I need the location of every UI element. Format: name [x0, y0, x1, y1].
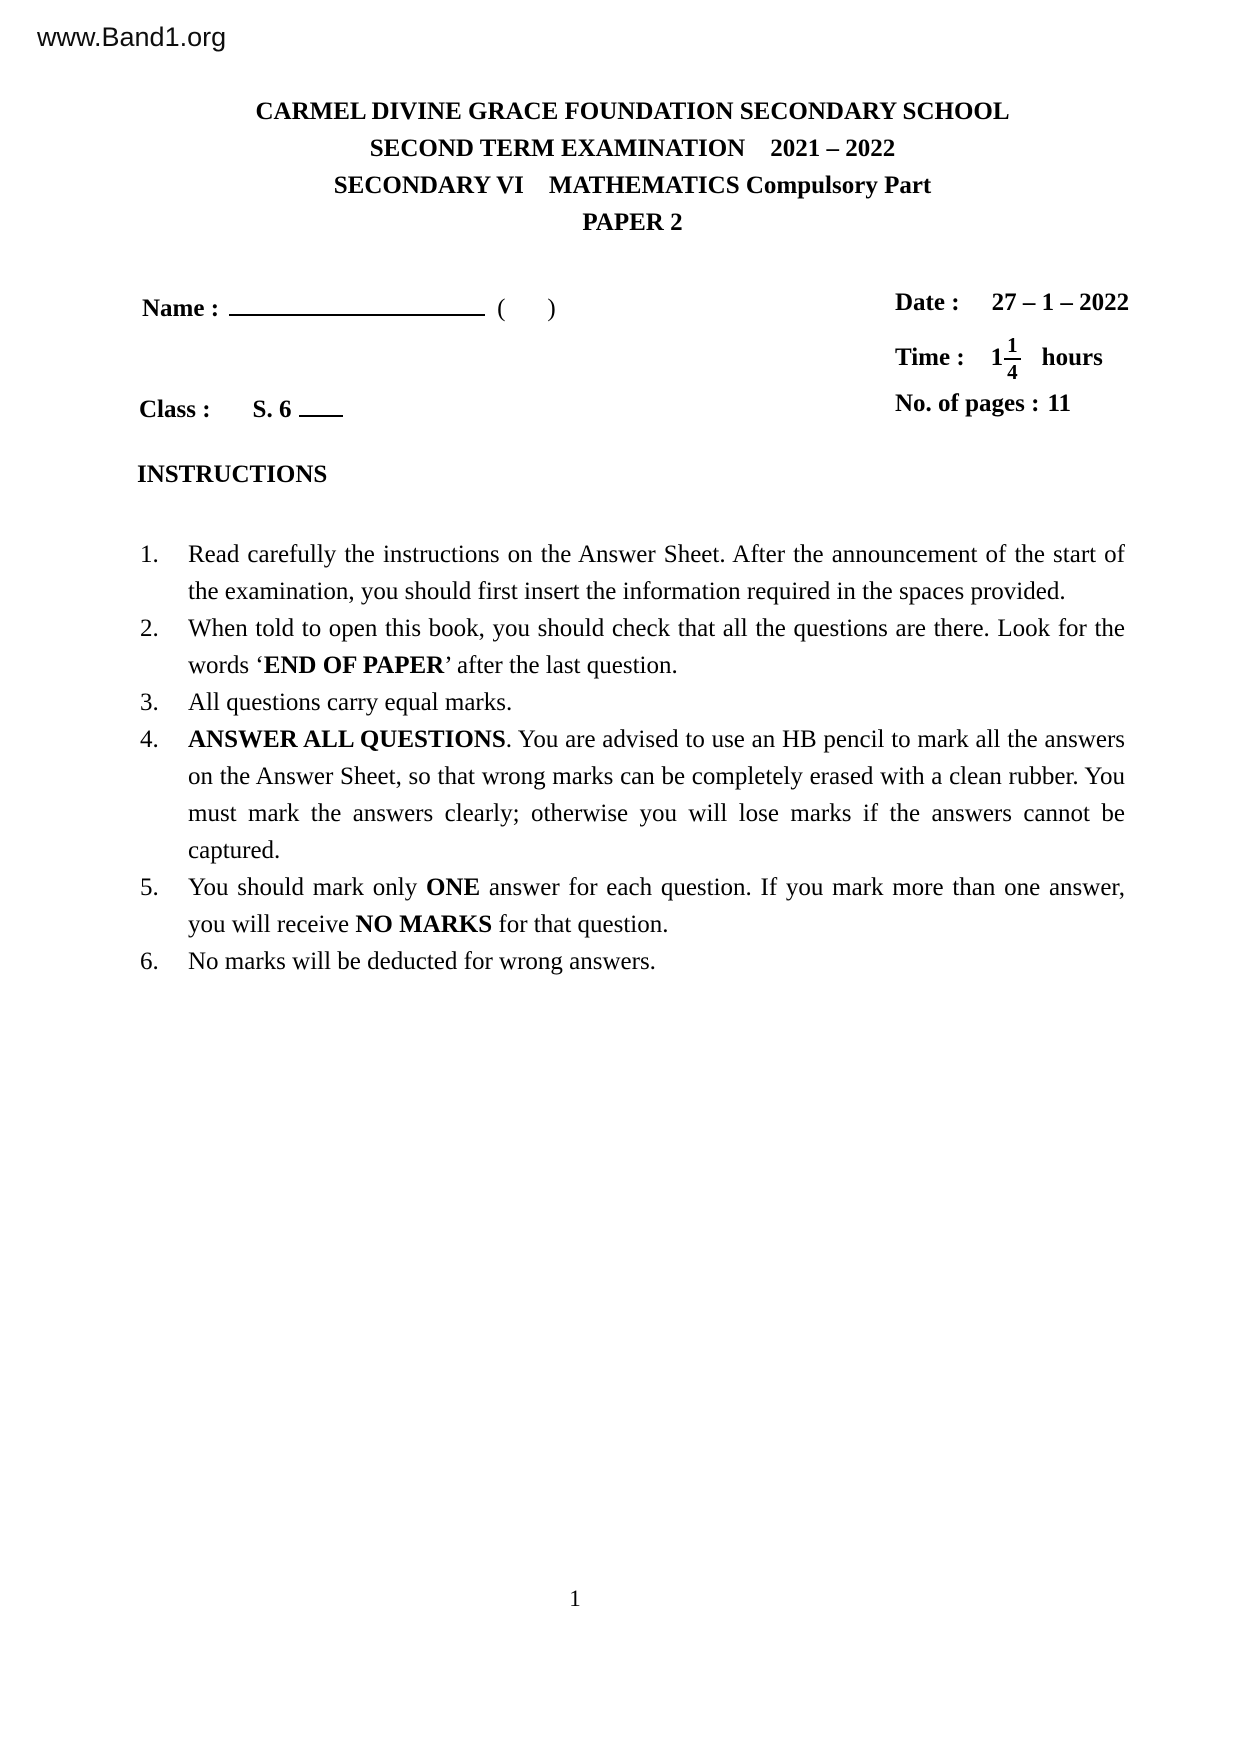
instruction-number: 1.	[140, 541, 159, 568]
time-whole-number: 1	[990, 344, 1004, 371]
instruction-text: When told to open this book, you should check that all the questions are there. Look for the words ‘END OF PAPER’ after the last question.	[188, 615, 1125, 679]
pages-label: No. of pages :	[895, 390, 1040, 417]
pages-value: 11	[1047, 390, 1072, 417]
time-label: Time :	[895, 344, 965, 371]
instruction-text: You should mark only ONE answer for each question. If you mark more than one answer, you will receive NO MARKS for that question.	[188, 874, 1125, 938]
instructions-list	[140, 536, 1130, 980]
date-label: Date :	[895, 289, 960, 316]
class-label: Class :	[139, 396, 211, 423]
time-row	[895, 330, 1103, 386]
subject-title: SECONDARY VI MATHEMATICS Compulsory Part	[333, 172, 932, 199]
instruction-number: 5.	[140, 874, 159, 901]
instruction-text: Read carefully the instructions on the Answer Sheet. After the announcement of the start of the examination, you should first insert the information required in the spaces provided.	[188, 541, 1125, 605]
instruction-number: 4.	[140, 726, 159, 753]
class-number-paren-open: (	[497, 295, 506, 322]
class-row	[139, 389, 343, 425]
instruction-number: 2.	[140, 615, 159, 642]
instruction-number: 6.	[140, 948, 159, 975]
date-value: 27 – 1 – 2022	[991, 289, 1130, 316]
instruction-item	[140, 536, 1130, 610]
instruction-item	[140, 869, 1130, 943]
name-blank-field	[229, 288, 485, 316]
instruction-item	[140, 943, 1130, 980]
class-blank-field	[299, 389, 343, 417]
date-row	[895, 288, 1129, 318]
class-number-paren-close: )	[547, 295, 556, 322]
instruction-item	[140, 610, 1130, 684]
name-row	[142, 288, 556, 324]
instructions-heading: INSTRUCTIONS	[137, 461, 328, 488]
time-unit: hours	[1041, 344, 1103, 371]
exam-session-title: SECOND TERM EXAMINATION 2021 – 2022	[369, 135, 896, 162]
title-block	[140, 93, 1125, 241]
time-fraction-denominator: 4	[1007, 360, 1018, 385]
school-name: CARMEL DIVINE GRACE FOUNDATION SECONDARY SCHOOL	[255, 98, 1010, 125]
instruction-number: 3.	[140, 689, 159, 716]
instruction-text: ANSWER ALL QUESTIONS. You are advised to use an HB pencil to mark all the answers on the Answer Sheet, so that wrong marks can be completely erased with a clean rubber. You must mark the answers clearly; otherwise you will lose marks if the answers cannot be captured.	[188, 726, 1125, 864]
pages-row	[895, 389, 1071, 419]
instruction-text: All questions carry equal marks.	[188, 689, 513, 716]
site-watermark: www.Band1.org	[37, 22, 227, 52]
instruction-item	[140, 721, 1130, 869]
page-number: 1	[569, 1586, 581, 1611]
name-label: Name :	[142, 295, 220, 322]
instruction-text: No marks will be deducted for wrong answers.	[188, 948, 656, 975]
instruction-item	[140, 684, 1130, 721]
paper-number: PAPER 2	[582, 209, 683, 236]
class-value: S. 6	[252, 396, 292, 423]
time-fraction-numerator: 1	[1004, 334, 1021, 360]
time-fraction	[1004, 334, 1021, 384]
